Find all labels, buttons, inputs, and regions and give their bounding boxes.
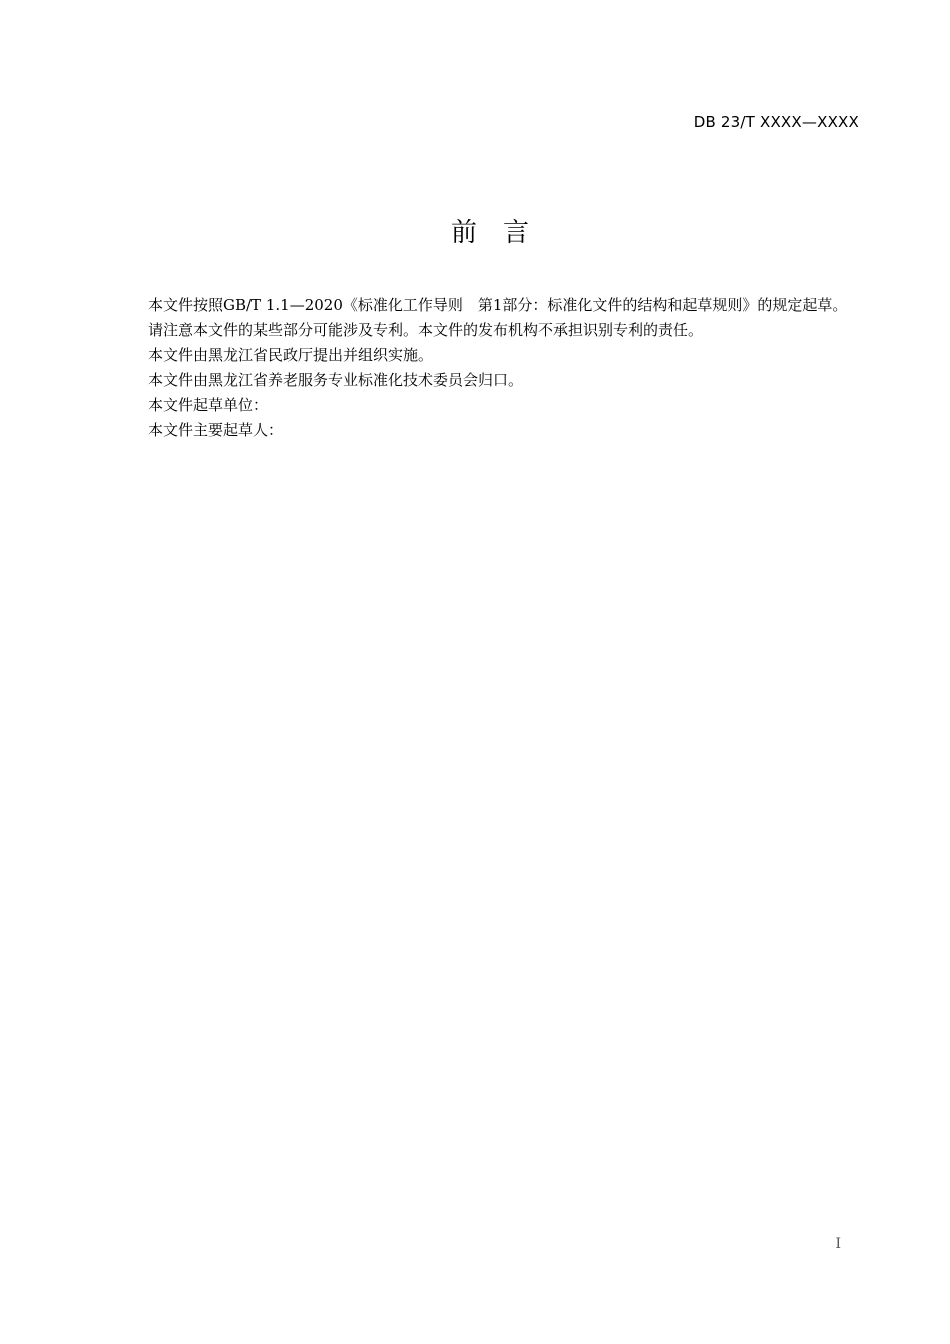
paragraph-drafting-rules: 本文件按照GB/T 1.1—2020《标准化工作导则 第1部分：标准化文件的结构和起草规则》的规定起草。 <box>148 296 848 314</box>
paragraph-committee: 本文件由黑龙江省养老服务专业标准化技术委员会归口。 <box>148 371 524 389</box>
page-title: 前言 <box>450 218 555 248</box>
paragraph-drafting-units: 本文件起草单位： <box>148 396 269 414</box>
standard-code: DB 23/T XXXX—XXXX <box>693 113 859 131</box>
paragraph-proposer: 本文件由黑龙江省民政厅提出并组织实施。 <box>148 346 434 364</box>
foreword-body <box>114 293 860 443</box>
paragraph-drafters: 本文件主要起草人： <box>148 421 284 439</box>
paragraph-patent-notice: 请注意本文件的某些部分可能涉及专利。本文件的发布机构不承担识别专利的责任。 <box>148 321 704 339</box>
page-number: I <box>835 1236 841 1252</box>
